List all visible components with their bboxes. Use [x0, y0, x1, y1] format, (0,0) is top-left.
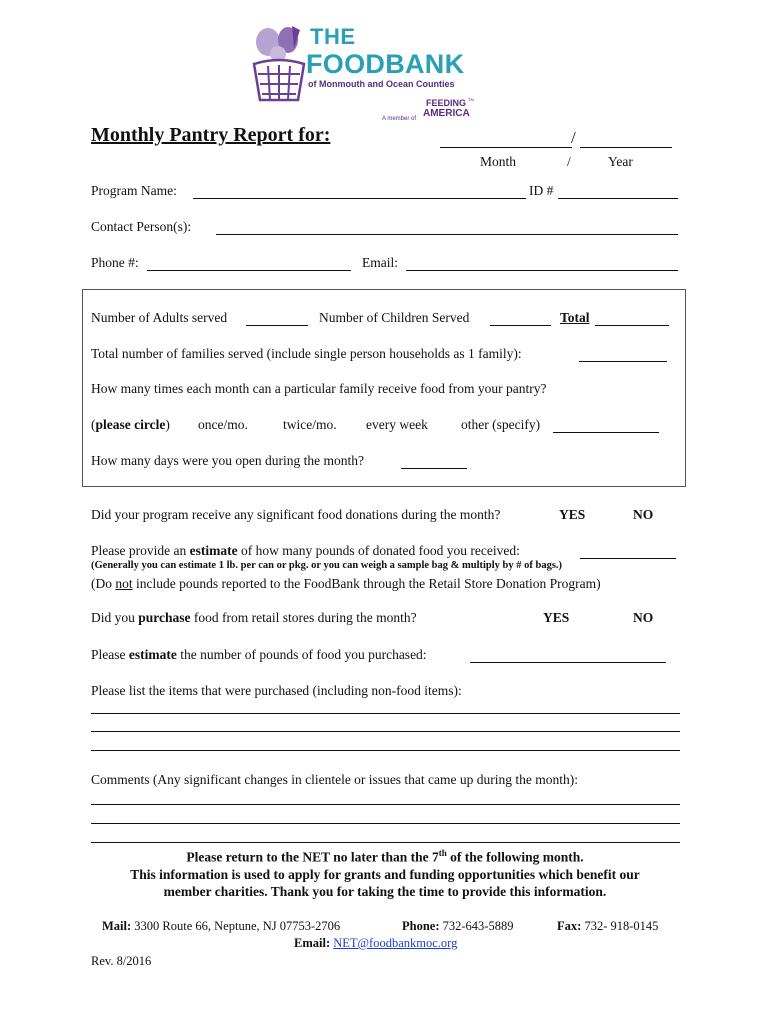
option-other[interactable]: other (specify) [461, 417, 541, 432]
option-once[interactable]: once/mo. [198, 417, 248, 432]
please-circle-note [91, 417, 170, 433]
total-field[interactable] [595, 325, 669, 326]
logo-the: THE [310, 24, 356, 49]
purchase-estimate-label [91, 647, 427, 663]
month-label: Month [480, 154, 517, 169]
purchase-estimate-post: the number of pounds of food you purchased: [180, 647, 427, 662]
mail-value: 3300 Route 66, Neptune, NJ 07753-2706 [134, 919, 341, 933]
program-name-label: Program Name: [91, 183, 177, 198]
fax-info [557, 919, 658, 934]
contact-label: Contact Person(s): [91, 219, 192, 234]
purchase-list-line[interactable] [91, 731, 680, 732]
other-specify-field[interactable] [553, 432, 659, 433]
families-label: Total number of families served (include single person households as 1 family): [91, 346, 522, 361]
email-label: Email: [362, 255, 398, 270]
return-post: of the following month. [450, 849, 584, 865]
email-info [294, 936, 457, 951]
purchase-question-post: food from retail stores during the month? [193, 610, 417, 625]
donations-estimate-pre: Please provide an [91, 543, 187, 558]
logo-america: AMERICA [423, 108, 470, 119]
phone-field[interactable] [147, 270, 351, 271]
id-field[interactable] [558, 198, 678, 199]
donations-yes[interactable]: YES [559, 507, 586, 522]
purchase-question-word: purchase [138, 610, 191, 625]
adults-label: Number of Adults served [91, 310, 228, 325]
year-field[interactable] [580, 147, 672, 148]
donations-question: Did your program receive any significant food donations during the month? [91, 507, 501, 522]
purchase-pounds-field[interactable] [470, 662, 666, 663]
comments-label: Comments (Any significant changes in clientele or issues that came up during the month): [91, 772, 579, 787]
fax-label: Fax: [557, 919, 582, 933]
option-every-week[interactable]: every week [366, 417, 428, 432]
email-field[interactable] [406, 270, 678, 271]
phone-label: Phone #: [91, 255, 139, 270]
donations-note [91, 576, 601, 592]
mail-info [102, 919, 340, 934]
info-line-1: This information is used to apply for grants and funding opportunities which benefit our [130, 867, 640, 882]
donations-note-pre: (Do [91, 576, 112, 591]
purchase-no[interactable]: NO [633, 610, 654, 625]
donations-hint: (Generally you can estimate 1 lb. per can or pkg. or you can weigh a sample bag & multiply by # of bags.) [91, 560, 563, 571]
purchase-estimate-pre: Please [91, 647, 126, 662]
info-line-2: member charities. Thank you for taking the time to provide this information. [163, 884, 607, 899]
footer-email-label: Email: [294, 936, 331, 950]
donations-estimate-label [91, 543, 520, 559]
phone-info [402, 919, 513, 934]
id-label: ID # [529, 183, 554, 198]
donations-note-post: include pounds reported to the FoodBank through the Retail Store Donation Program) [136, 576, 601, 591]
month-field[interactable] [440, 147, 572, 148]
children-label: Number of Children Served [319, 310, 470, 325]
donations-estimate-post: of how many pounds of donated food you received: [240, 543, 520, 558]
purchase-question [91, 610, 417, 626]
logo-subtitle: of Monmouth and Ocean Counties [308, 79, 455, 89]
donations-note-not: not [115, 576, 133, 591]
families-field[interactable] [579, 361, 667, 362]
date-slash: / [571, 128, 576, 147]
program-name-field[interactable] [193, 198, 526, 199]
days-open-question: How many days were you open during the month? [91, 453, 364, 468]
revision-label: Rev. 8/2016 [91, 954, 152, 968]
foodbank-logo [248, 18, 480, 120]
logo-feeding: FEEDING [426, 98, 467, 108]
purchase-list-line[interactable] [91, 750, 680, 751]
contact-field[interactable] [216, 234, 678, 235]
footer-phone-value: 732-643-5889 [442, 919, 514, 933]
donations-no[interactable]: NO [633, 507, 654, 522]
page-title: Monthly Pantry Report for: [91, 124, 331, 146]
donations-pounds-field[interactable] [580, 558, 676, 559]
purchase-estimate-word: estimate [128, 647, 177, 662]
fax-value: 732- 918-0145 [584, 919, 659, 933]
logo-member-prefix: A member of [382, 116, 417, 122]
return-sup: th [438, 848, 447, 858]
frequency-question: How many times each month can a particular family receive food from your pantry? [91, 381, 547, 396]
footer-phone-label: Phone: [402, 919, 440, 933]
comments-line[interactable] [91, 842, 680, 843]
please-circle-close-paren: ) [165, 417, 170, 432]
logo-tm: TM [468, 97, 474, 102]
adults-field[interactable] [246, 325, 308, 326]
please-circle-label: please circle [95, 417, 166, 432]
return-pre: Please return to the NET no later than the 7 [186, 849, 439, 865]
mail-label: Mail: [102, 919, 132, 933]
footer-email-link[interactable]: NET@foodbankmoc.org [333, 936, 458, 950]
comments-line[interactable] [91, 804, 680, 805]
option-twice[interactable]: twice/mo. [283, 417, 337, 432]
total-label: Total [560, 310, 590, 325]
purchase-list-label: Please list the items that were purchased (including non-food items): [91, 683, 462, 698]
purchase-yes[interactable]: YES [543, 610, 570, 625]
purchase-list-line[interactable] [91, 713, 680, 714]
please-circle-open-paren: ( [91, 417, 96, 432]
return-instruction [0, 848, 770, 866]
comments-line[interactable] [91, 823, 680, 824]
children-field[interactable] [490, 325, 551, 326]
logo-foodbank: FOODBANK [306, 49, 465, 79]
donations-estimate-word: estimate [189, 543, 238, 558]
year-slash: / [567, 154, 571, 169]
food-basket-icon [248, 24, 310, 102]
year-label: Year [608, 154, 633, 169]
purchase-question-pre: Did you [91, 610, 135, 625]
days-open-field[interactable] [401, 468, 467, 469]
